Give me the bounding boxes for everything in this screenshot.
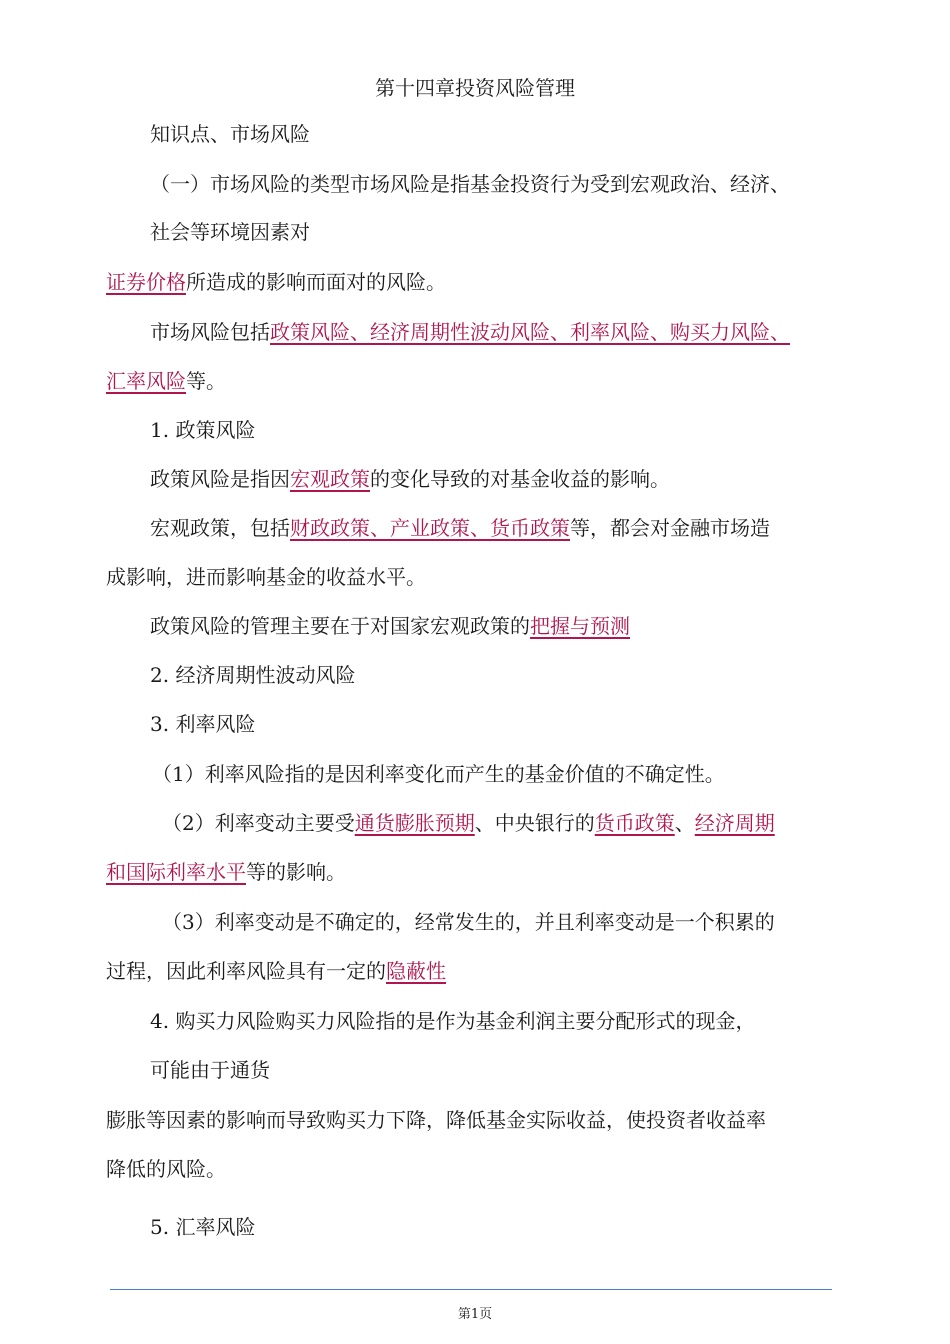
text-span: 政策风险是指因 [150, 467, 290, 491]
paragraph-line: 4. 购买力风险购买力风险指的是作为基金利润主要分配形式的现金， [150, 1009, 756, 1033]
subheading: 5. 汇率风险 [150, 1215, 256, 1239]
text-span: 过程，因此利率风险具有一定的 [106, 959, 386, 983]
highlight-term: 隐蔽性 [386, 959, 446, 983]
paragraph-line [150, 514, 950, 542]
paragraph-line [106, 268, 950, 296]
text-span: 宏观政策，包括 [150, 516, 290, 540]
footer-divider [110, 1289, 832, 1290]
highlight-term: 宏观政策 [290, 467, 370, 491]
paragraph-line: （3）利率变动是不确定的，经常发生的，并且利率变动是一个积累的 [162, 910, 775, 934]
paragraph-line [106, 858, 950, 886]
paragraph-line: 膨胀等因素的影响而导致购买力下降，降低基金实际收益，使投资者收益率 [106, 1108, 766, 1132]
highlight-term: 经济周期 [694, 811, 775, 835]
text-span: 、中央银行的 [474, 811, 595, 835]
section-heading: 知识点、市场风险 [150, 122, 310, 146]
highlight-term: 证券价格 [106, 270, 186, 294]
text-span: 市场风险包括 [150, 320, 270, 344]
text-span: 、 [674, 811, 695, 835]
subheading: 2. 经济周期性波动风险 [150, 663, 356, 687]
paragraph-line [162, 809, 950, 837]
paragraph-line: （1）利率风险指的是因利率变化而产生的基金价值的不确定性。 [152, 762, 725, 786]
paragraph-line [150, 465, 950, 493]
highlight-term: 货币政策 [594, 811, 675, 835]
subheading: 1. 政策风险 [150, 418, 256, 442]
highlight-term: 财政政策、产业政策、货币政策 [290, 516, 570, 540]
paragraph-line [150, 612, 950, 640]
highlight-term: 和国际利率水平 [106, 860, 246, 884]
highlight-term: 政策风险、经济周期性波动风险、利率风险、购买力风险、 [270, 320, 790, 344]
text-span: 的变化导致的对基金收益的影响。 [370, 467, 670, 491]
highlight-term: 把握与预测 [530, 614, 630, 638]
paragraph-line: 成影响，进而影响基金的收益水平。 [106, 565, 426, 589]
paragraph-line [150, 318, 950, 346]
paragraph-line: 社会等环境因素对 [150, 220, 310, 244]
subheading: 3. 利率风险 [150, 712, 256, 736]
paragraph-line: 降低的风险。 [106, 1157, 226, 1181]
text-span: （2）利率变动主要受 [162, 811, 355, 835]
paragraph-line [106, 957, 950, 985]
highlight-term: 通货膨胀预期 [354, 811, 475, 835]
text-span: 政策风险的管理主要在于对国家宏观政策的 [150, 614, 530, 638]
paragraph-line: （一）市场风险的类型市场风险是指基金投资行为受到宏观政治、经济、 [150, 172, 790, 196]
text-span: 等，都会对金融市场造 [570, 516, 770, 540]
text-span: 等。 [186, 369, 226, 393]
text-span: 等的影响。 [246, 860, 346, 884]
paragraph-line [106, 367, 950, 395]
highlight-term: 汇率风险 [106, 369, 186, 393]
paragraph-line: 可能由于通货 [150, 1058, 270, 1082]
page-title: 第十四章投资风险管理 [375, 76, 575, 100]
page-number: 第1页 [457, 1307, 493, 1322]
text-span: 所造成的影响而面对的风险。 [186, 270, 446, 294]
